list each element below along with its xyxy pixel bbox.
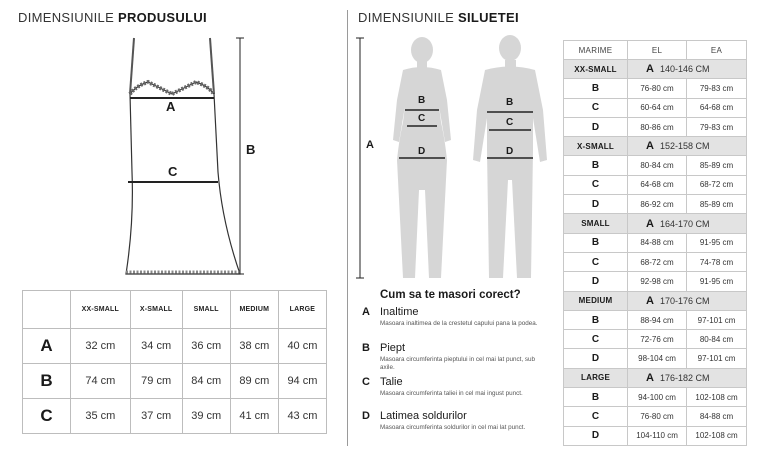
- female-label-d: D: [418, 146, 426, 157]
- ea-value-cell: 97-101 cm: [687, 310, 747, 329]
- ea-value-cell: 102-108 cm: [687, 426, 747, 445]
- measure-name: Piept: [380, 342, 406, 354]
- female-label-c: C: [418, 113, 426, 124]
- size-group-a-value: 140-146 CM: [659, 64, 710, 75]
- size-group-a-letter: A: [646, 294, 654, 307]
- size-group-a-value: 152-158 CM: [659, 141, 710, 152]
- size-measure-row: [564, 407, 747, 426]
- el-value-cell: 60-64 cm: [628, 98, 687, 117]
- product-cell: 38 cm: [230, 329, 278, 364]
- size-group-a-value: 164-170 CM: [659, 218, 710, 229]
- product-header-cell: XX-SMALL: [71, 291, 131, 329]
- product-table-row: [23, 399, 327, 434]
- measure-letter-cell: B: [564, 156, 628, 175]
- size-measure-row: [564, 79, 747, 98]
- ea-value-cell: 91-95 cm: [687, 272, 747, 291]
- measure-desc: Masoara inaltimea de la crestetul capului pana la podea.: [380, 320, 538, 327]
- product-table-row: [23, 364, 327, 399]
- ea-value-cell: 84-88 cm: [687, 407, 747, 426]
- silhouette-size-table: [563, 40, 747, 446]
- size-group-height: [628, 214, 747, 233]
- product-cell: 94 cm: [278, 364, 326, 399]
- size-measure-row: [564, 388, 747, 407]
- measure-desc: Masoara circumferinta pieptului in cel mai lat punct, sub axile.: [380, 356, 536, 371]
- product-table-row: [23, 329, 327, 364]
- product-row-label: C: [23, 399, 71, 434]
- el-value-cell: 98-104 cm: [628, 349, 687, 368]
- product-table-corner: [23, 291, 71, 329]
- product-header-cell: SMALL: [182, 291, 230, 329]
- el-value-cell: 80-84 cm: [628, 156, 687, 175]
- measure-letter-cell: D: [564, 195, 628, 214]
- product-title-bold: PRODUSULUI: [117, 10, 207, 25]
- product-cell: 35 cm: [71, 399, 131, 434]
- measure-letter-cell: D: [564, 349, 628, 368]
- measure-letter-cell: D: [564, 272, 628, 291]
- measure-letter-cell: C: [564, 330, 628, 349]
- product-cell: 36 cm: [182, 329, 230, 364]
- silhouette-table-header: [564, 41, 747, 60]
- size-group-row: [564, 137, 747, 156]
- size-group-name: XX-SMALL: [564, 60, 628, 79]
- ea-value-cell: 79-83 cm: [687, 79, 747, 98]
- measure-letter-cell: B: [564, 388, 628, 407]
- product-cell: 39 cm: [182, 399, 230, 434]
- size-group-name: SMALL: [564, 214, 628, 233]
- product-header-cell: MEDIUM: [230, 291, 278, 329]
- product-section-title: [18, 10, 207, 25]
- size-measure-row: [564, 252, 747, 271]
- product-cell: 32 cm: [71, 329, 131, 364]
- product-cell: 74 cm: [71, 364, 131, 399]
- product-cell: 89 cm: [230, 364, 278, 399]
- el-value-cell: 92-98 cm: [628, 272, 687, 291]
- measure-letter-cell: C: [564, 98, 628, 117]
- size-measure-row: [564, 233, 747, 252]
- product-cell: 34 cm: [130, 329, 182, 364]
- el-value-cell: 84-88 cm: [628, 233, 687, 252]
- ea-value-cell: 85-89 cm: [687, 156, 747, 175]
- measure-letter: D: [362, 410, 370, 422]
- measure-letter-cell: B: [564, 310, 628, 329]
- size-measure-row: [564, 98, 747, 117]
- product-label-a: A: [166, 99, 176, 114]
- product-header-cell: LARGE: [278, 291, 326, 329]
- product-cell: 37 cm: [130, 399, 182, 434]
- header-el: EL: [628, 41, 687, 60]
- size-group-a-letter: A: [646, 63, 654, 76]
- size-group-name: LARGE: [564, 368, 628, 387]
- ea-value-cell: 80-84 cm: [687, 330, 747, 349]
- section-divider: [347, 10, 348, 446]
- product-cell: 84 cm: [182, 364, 230, 399]
- el-value-cell: 76-80 cm: [628, 79, 687, 98]
- size-group-a-value: 176-182 CM: [659, 372, 710, 383]
- size-group-height: [628, 137, 747, 156]
- size-group-height: [628, 60, 747, 79]
- el-value-cell: 88-94 cm: [628, 310, 687, 329]
- male-label-d: D: [506, 146, 514, 157]
- measure-letter: B: [362, 342, 370, 354]
- size-measure-row: [564, 175, 747, 194]
- size-group-a-value: 170-176 CM: [659, 295, 710, 306]
- size-group-height: [628, 291, 747, 310]
- size-group-row: [564, 214, 747, 233]
- el-value-cell: 72-76 cm: [628, 330, 687, 349]
- male-label-b: B: [506, 97, 514, 108]
- product-table-header: [23, 291, 327, 329]
- body-silhouettes: [355, 30, 555, 282]
- product-cell: 43 cm: [278, 399, 326, 434]
- nightdress-illustration: [100, 32, 280, 282]
- ea-value-cell: 91-95 cm: [687, 233, 747, 252]
- silhouette-title-prefix: DIMENSIUNILE: [358, 10, 455, 25]
- ea-value-cell: 97-101 cm: [687, 349, 747, 368]
- measure-letter-cell: D: [564, 117, 628, 136]
- measure-letter: C: [362, 376, 370, 388]
- ea-value-cell: 102-108 cm: [687, 388, 747, 407]
- el-value-cell: 94-100 cm: [628, 388, 687, 407]
- measure-name: Inaltime: [380, 306, 419, 318]
- el-value-cell: 76-80 cm: [628, 407, 687, 426]
- size-group-a-letter: A: [646, 217, 654, 230]
- product-cell: 79 cm: [130, 364, 182, 399]
- product-label-b: B: [246, 142, 256, 157]
- size-measure-row: [564, 310, 747, 329]
- male-label-c: C: [506, 117, 514, 128]
- silhouette-table-body: [564, 60, 747, 446]
- size-measure-row: [564, 156, 747, 175]
- female-label-b: B: [418, 95, 426, 106]
- ea-value-cell: 85-89 cm: [687, 195, 747, 214]
- ea-value-cell: 64-68 cm: [687, 98, 747, 117]
- measure-letter-cell: B: [564, 233, 628, 252]
- measure-desc: Masoara circumferinta taliei in cel mai ingust punct.: [380, 390, 523, 397]
- measure-letter-cell: D: [564, 426, 628, 445]
- size-group-a-letter: A: [646, 140, 654, 153]
- size-measure-row: [564, 272, 747, 291]
- size-measure-row: [564, 349, 747, 368]
- product-title-prefix: DIMENSIUNILE: [18, 10, 115, 25]
- el-value-cell: 64-68 cm: [628, 175, 687, 194]
- measure-letter: A: [362, 306, 370, 318]
- measure-letter-cell: C: [564, 407, 628, 426]
- measure-letter-cell: C: [564, 252, 628, 271]
- measure-name: Latimea soldurilor: [380, 410, 467, 422]
- el-value-cell: 68-72 cm: [628, 252, 687, 271]
- product-cell: 41 cm: [230, 399, 278, 434]
- product-size-table: [22, 290, 327, 434]
- size-measure-row: [564, 426, 747, 445]
- product-cell: 40 cm: [278, 329, 326, 364]
- silhouette-title-bold: SILUETEI: [457, 10, 519, 25]
- el-value-cell: 86-92 cm: [628, 195, 687, 214]
- header-ea: EA: [687, 41, 747, 60]
- header-size: MARIME: [564, 41, 628, 60]
- product-row-label: B: [23, 364, 71, 399]
- measure-letter-cell: C: [564, 175, 628, 194]
- size-group-row: [564, 368, 747, 387]
- size-group-height: [628, 368, 747, 387]
- ea-value-cell: 79-83 cm: [687, 117, 747, 136]
- silhouette-section-title: [358, 10, 519, 25]
- silhouette-label-a: A: [366, 139, 374, 151]
- measure-letter-cell: B: [564, 79, 628, 98]
- size-group-row: [564, 291, 747, 310]
- size-group-name: MEDIUM: [564, 291, 628, 310]
- size-group-row: [564, 60, 747, 79]
- product-label-c: C: [168, 164, 178, 179]
- measure-name: Talie: [380, 376, 403, 388]
- el-value-cell: 80-86 cm: [628, 117, 687, 136]
- el-value-cell: 104-110 cm: [628, 426, 687, 445]
- size-measure-row: [564, 117, 747, 136]
- measure-guide-title: Cum sa te masori corect?: [380, 289, 521, 301]
- size-group-a-letter: A: [646, 371, 654, 384]
- ea-value-cell: 74-78 cm: [687, 252, 747, 271]
- size-measure-row: [564, 195, 747, 214]
- size-measure-row: [564, 330, 747, 349]
- product-header-cell: X-SMALL: [130, 291, 182, 329]
- ea-value-cell: 68-72 cm: [687, 175, 747, 194]
- product-row-label: A: [23, 329, 71, 364]
- measure-desc: Masoara circumferinta soldurilor in cel mai lat punct.: [380, 424, 526, 431]
- size-group-name: X-SMALL: [564, 137, 628, 156]
